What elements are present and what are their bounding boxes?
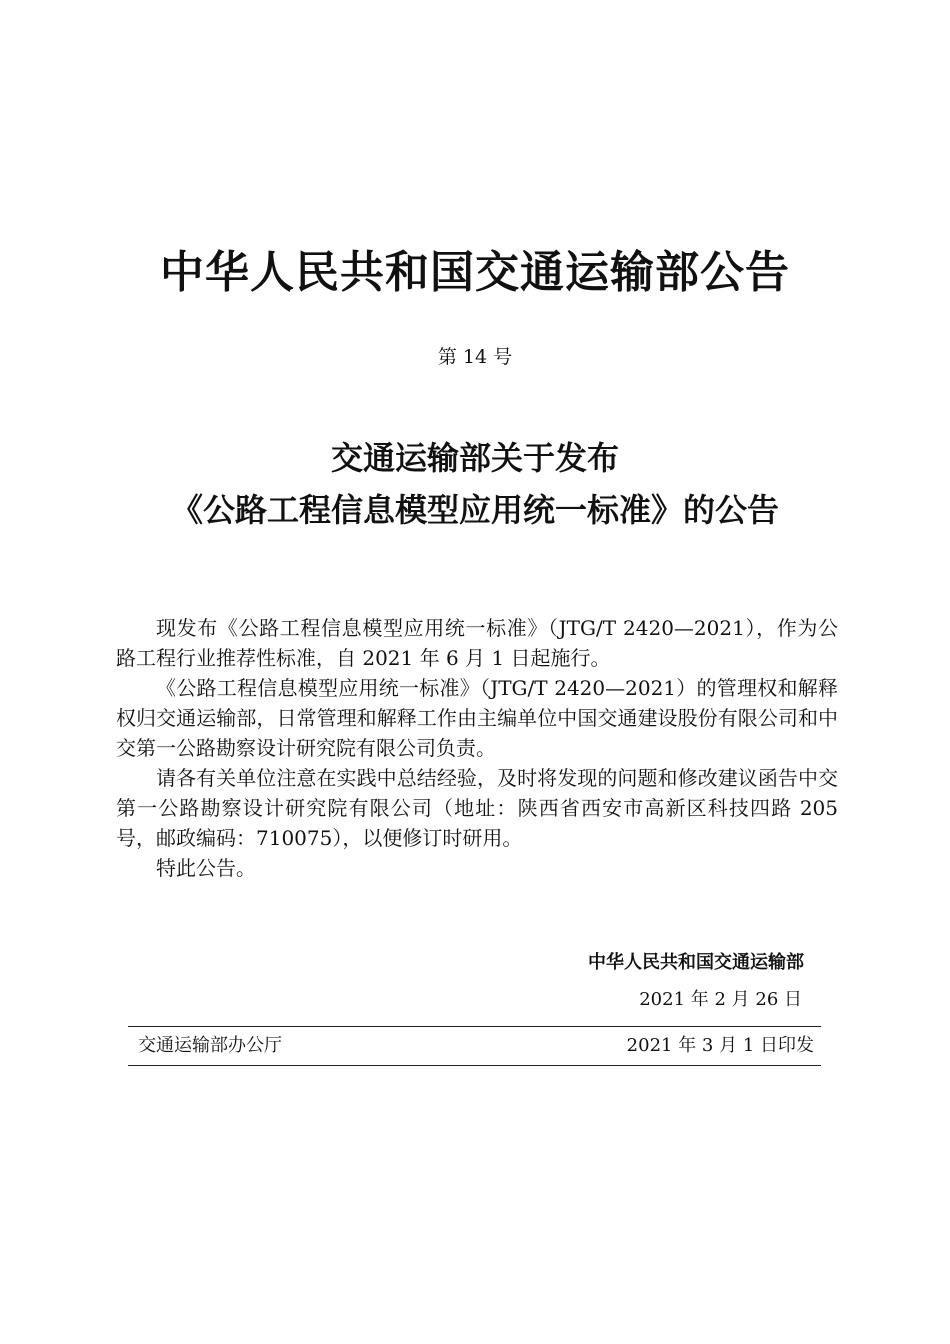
notice-title-line-1: 交通运输部关于发布 [330, 439, 619, 477]
issuing-office: 交通运输部办公厅 [138, 1035, 282, 1056]
footer-divider-bottom [128, 1065, 821, 1066]
body-paragraph: 特此公告。 [156, 856, 256, 880]
body-paragraph: 《公路工程信息模型应用统一标准》（JTG/T 2420—2021）的管理权和解释权归交通运输部，日常管理和解释工作由主编单位中国交通建设股份有限公司和中交第一公路勘察设计研究院有限公司负责。 [116, 676, 838, 760]
footer-divider-top [128, 1026, 821, 1027]
issue-date: 2021 年 2 月 26 日 [639, 989, 802, 1010]
notice-body [116, 613, 838, 883]
notice-title [0, 432, 950, 536]
announcement-number: 第 14 号 [437, 346, 513, 368]
announcement-header-title: 中华人民共和国交通运输部公告 [160, 247, 790, 298]
body-paragraph: 请各有关单位注意在实践中总结经验，及时将发现的问题和修改建议函告中交第一公路勘察设计研究院有限公司（地址：陕西省西安市高新区科技四路 205 号，邮政编码：710075），以便修订时研用。 [116, 766, 838, 850]
issuer-signature: 中华人民共和国交通运输部 [588, 952, 804, 973]
body-paragraph: 现发布《公路工程信息模型应用统一标准》（JTG/T 2420—2021），作为公路工程行业推荐性标准，自 2021 年 6 月 1 日起施行。 [116, 616, 838, 670]
print-date: 2021 年 3 月 1 日印发 [626, 1035, 814, 1056]
notice-title-line-2: 《公路工程信息模型应用统一标准》的公告 [170, 491, 779, 529]
